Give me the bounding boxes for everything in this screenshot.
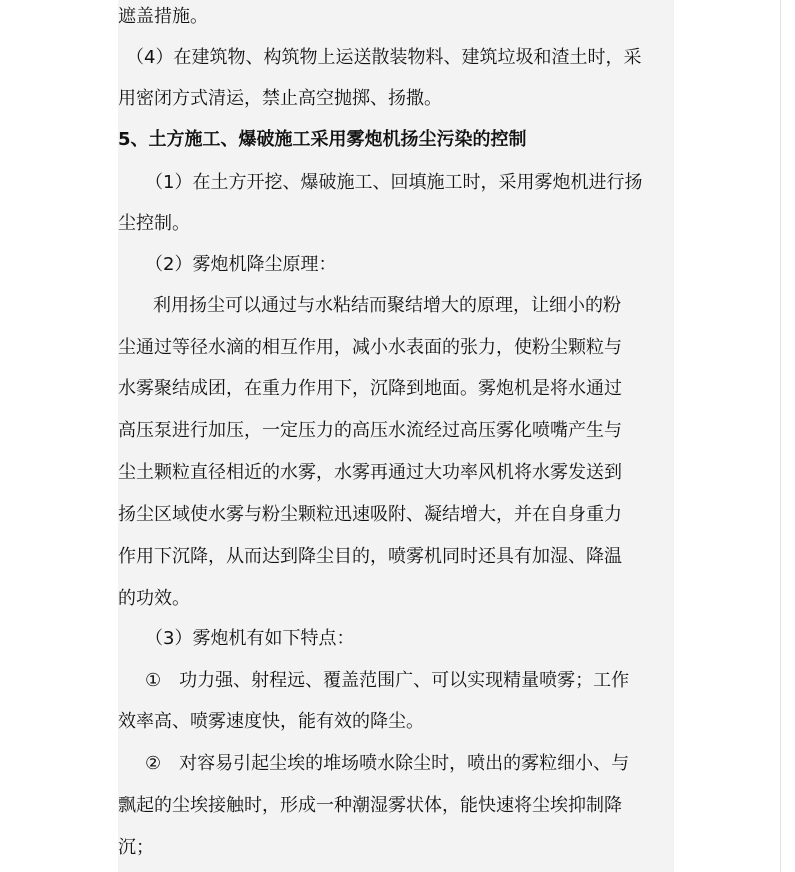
text-line-10: 水雾聚结成团，在重力作用下，沉降到地面。雾炮机是将水通过 bbox=[118, 378, 622, 399]
text-line-20: 飘起的尘埃接触时，形成一种潮湿雾状体，能快速将尘埃抑制降 bbox=[118, 795, 622, 816]
text-line-3: 用密闭方式清运，禁止高空抛掷、扬撒。 bbox=[118, 88, 442, 109]
text-line-11: 高压泵进行加压，一定压力的高压水流经过高压雾化喷嘴产生与 bbox=[118, 420, 622, 441]
text-line-12: 尘土颗粒直径相近的水雾，水雾再通过大功率风机将水雾发送到 bbox=[118, 462, 622, 483]
document-page bbox=[118, 0, 674, 872]
text-line-6: 尘控制。 bbox=[118, 213, 190, 234]
text-line-14: 作用下沉降，从而达到降尘目的，喷雾机同时还具有加湿、降温 bbox=[118, 546, 622, 567]
text-line-21: 沉； bbox=[118, 837, 154, 858]
text-line-2: （4）在建筑物、构筑物上运送散装物料、建筑垃圾和渣土时，采 bbox=[126, 47, 642, 68]
text-line-18: 效率高、喷雾速度快，能有效的降尘。 bbox=[118, 711, 424, 732]
text-line-9: 尘通过等径水滴的相互作用，减小水表面的张力，使粉尘颗粒与 bbox=[118, 337, 622, 358]
text-line-16: （3）雾炮机有如下特点： bbox=[145, 628, 355, 649]
text-line-19: ② 对容易引起尘埃的堆场喷水除尘时，喷出的雾粒细小、与 bbox=[145, 753, 630, 774]
text-line-7: （2）雾炮机降尘原理： bbox=[145, 254, 337, 275]
text-line-8: 利用扬尘可以通过与水粘结而聚结增大的原理，让细小的粉 bbox=[153, 295, 621, 316]
text-line-15: 的功效。 bbox=[118, 588, 190, 609]
text-line-5: （1）在土方开挖、爆破施工、回填施工时，采用雾炮机进行扬 bbox=[145, 172, 643, 193]
page-divider bbox=[780, 0, 781, 872]
text-line-13: 扬尘区域使水雾与粉尘颗粒迅速吸附、凝结增大，并在自身重力 bbox=[118, 504, 622, 525]
section-heading: 5、土方施工、爆破施工采用雾炮机扬尘污染的控制 bbox=[118, 129, 527, 150]
text-line-17: ① 功力强、射程远、覆盖范围广、可以实现精量喷雾；工作 bbox=[145, 670, 630, 691]
text-line-1: 遮盖措施。 bbox=[118, 6, 208, 27]
